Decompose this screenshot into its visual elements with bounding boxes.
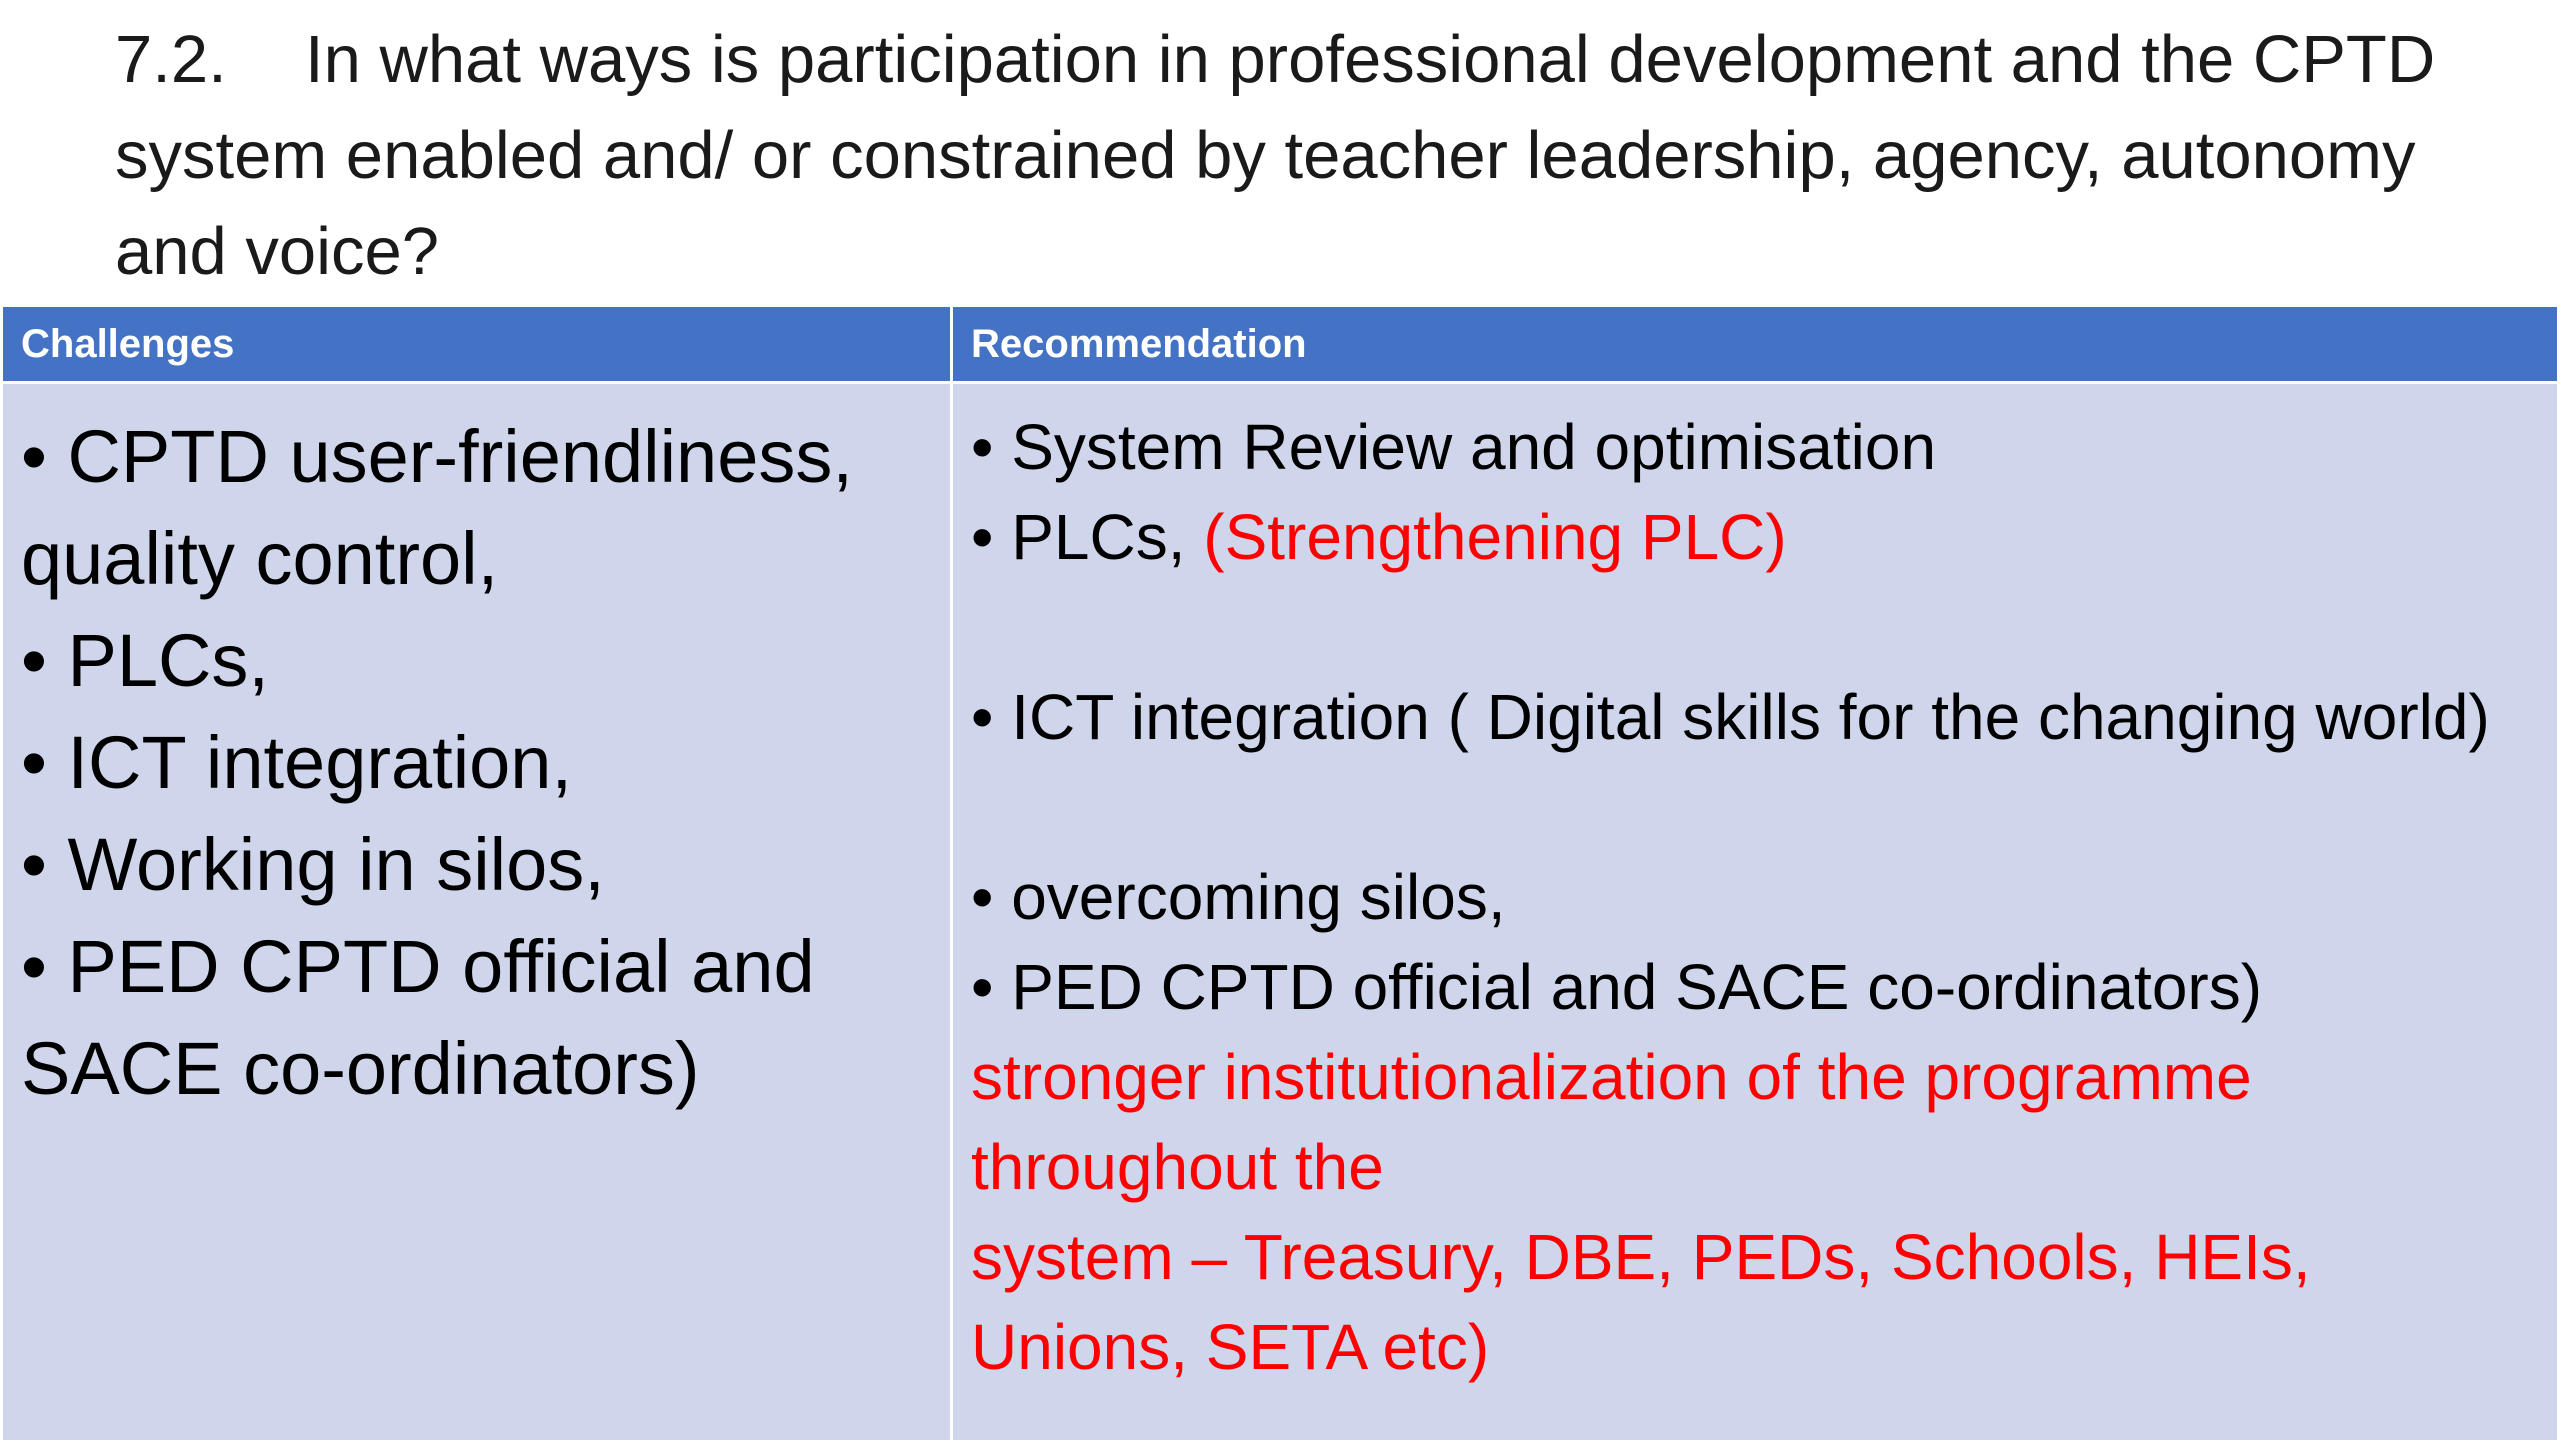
challenge-item: • Working in silos, [21,823,605,906]
recommendation-text: • PLCs, [971,501,1204,573]
spacer [971,582,2539,672]
challenge-item: • CPTD user-friendliness, quality control, [21,415,853,600]
recommendation-item: • PED CPTD official and SACE co-ordinators) [971,951,2263,1023]
challenges-cell [2,383,952,1440]
question-text: In what ways is participation in professional development and the CPTD system enabled and/ or constrained by teacher leadership, agency, autonomy and voice? [115,22,2436,289]
recommendation-item [971,492,2539,582]
challenge-item: • PLCs, [21,619,269,702]
table-header-row [2,306,2559,383]
recommendation-highlight: stronger institutionalization of the programme throughout the [971,1041,2252,1203]
recommendation-item: • ICT integration ( Digital skills for the changing world) [971,681,2490,753]
header-recommendation: Recommendation [952,306,2559,383]
challenges-recommendations-table [0,304,2560,1440]
challenge-item: • PED CPTD official and SACE co-ordinators) [21,925,815,1110]
recommendations-cell [952,383,2559,1440]
table-row [2,383,2559,1440]
recommendation-item: • overcoming silos, [971,861,1506,933]
recommendation-highlight: (Strengthening PLC) [1203,501,1787,573]
question-title [115,12,2535,300]
recommendation-item: • System Review and optimisation [971,411,1937,483]
question-number: 7.2. [115,22,227,97]
recommendation-highlight: system – Treasury, DBE, PEDs, Schools, HEIs, Unions, SETA etc) [971,1221,2311,1383]
challenge-item: • ICT integration, [21,721,573,804]
spacer [971,762,2539,852]
header-challenges: Challenges [2,306,952,383]
